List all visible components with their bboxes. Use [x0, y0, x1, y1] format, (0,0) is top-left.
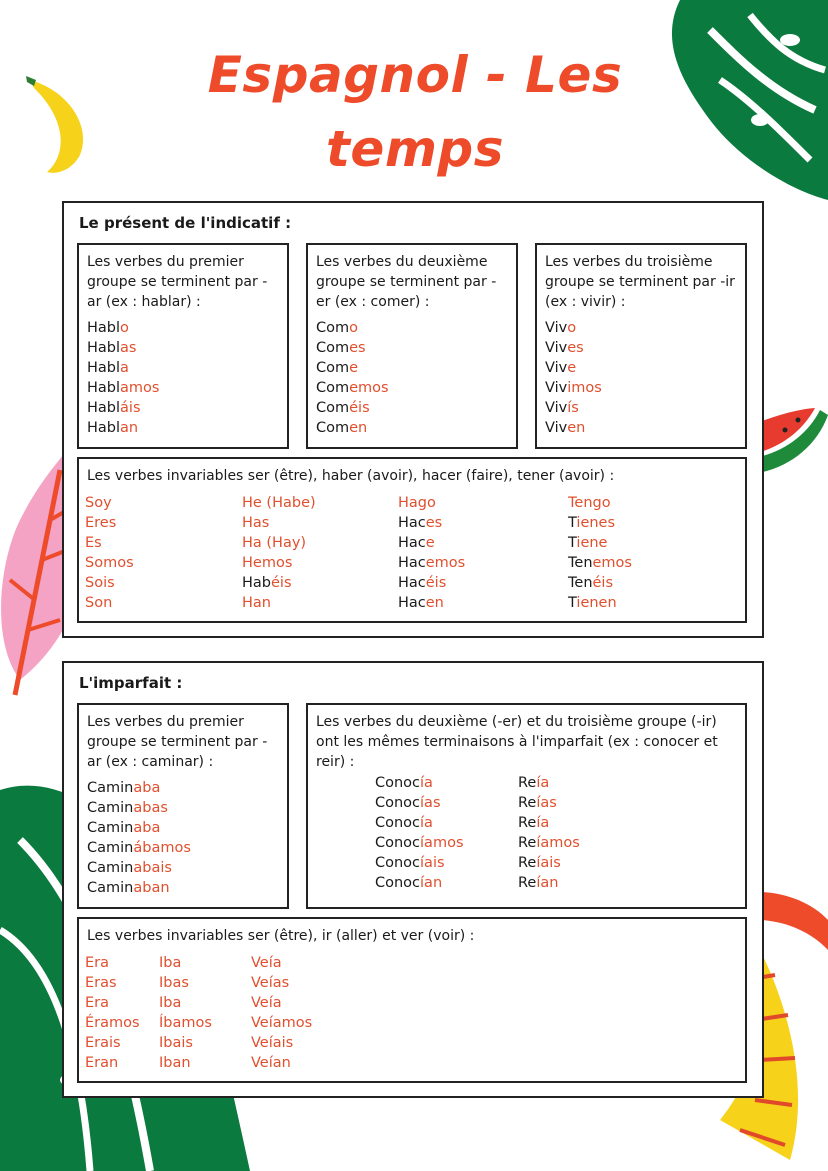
verb-ending: Has [242, 515, 270, 531]
verb-form [398, 593, 465, 613]
verb-form [545, 338, 602, 358]
verb-ending: a [120, 360, 129, 376]
verb-form [545, 318, 602, 338]
verb-ending: imos [567, 380, 602, 396]
verb-ending: o [349, 320, 358, 336]
verb-form [518, 793, 580, 813]
verb-form [251, 973, 312, 993]
verb-ending: Iban [159, 1055, 191, 1071]
imparfait-group23-col-reir [518, 773, 580, 893]
verb-ending: Ibas [159, 975, 189, 991]
verb-ending: Veías [251, 975, 290, 991]
verb-ending: ábamos [133, 840, 191, 856]
verb-ending: ienes [576, 515, 616, 531]
imparfait-group23-intro: Les verbes du deuxième (-er) et du troisième groupe (-ir) ont les mêmes terminaisons à l'imparfait (ex : conocer et reir) : [316, 714, 718, 770]
verb-form [242, 513, 316, 533]
verb-ending: Veíais [251, 1035, 294, 1051]
verb-stem: T [568, 595, 577, 611]
present-group2-forms [316, 318, 389, 438]
verb-stem: Habl [87, 340, 121, 356]
verb-form [159, 1033, 212, 1053]
present-group3-box [535, 243, 747, 449]
verb-ending: ía [536, 815, 550, 831]
imparfait-group23-col-conocer [375, 773, 464, 893]
verb-stem: Viv [545, 320, 568, 336]
verb-ending: ías [420, 795, 441, 811]
present-group2-box [306, 243, 518, 449]
verb-ending: e [425, 535, 435, 551]
verb-form [87, 318, 159, 338]
verb-form [85, 533, 134, 553]
verb-form [545, 418, 602, 438]
verb-form [87, 358, 159, 378]
verb-stem: Ten [568, 555, 593, 571]
verb-form [568, 553, 632, 573]
verb-ending: en [349, 420, 368, 436]
present-irregular-box [77, 457, 747, 623]
verb-form [568, 593, 632, 613]
present-heading: Le présent de l'indicatif : [79, 214, 292, 232]
verb-form [251, 1013, 312, 1033]
verb-form [518, 813, 580, 833]
verb-ending: o [567, 320, 577, 336]
page-title [120, 38, 710, 186]
verb-ending: Tengo [568, 495, 611, 511]
verb-ending: emos [425, 555, 466, 571]
page-title-line1: Espagnol - Les [207, 46, 623, 104]
verb-form [568, 573, 632, 593]
verb-ending: Iba [159, 955, 182, 971]
verb-form [518, 773, 580, 793]
verb-ending: Veía [251, 955, 282, 971]
verb-stem: Conoc [375, 815, 421, 831]
verb-stem: Viv [545, 360, 568, 376]
verb-stem: Hac [398, 515, 426, 531]
present-irregular-col-ser [85, 493, 134, 613]
verb-ending: Ibais [159, 1035, 193, 1051]
verb-stem: Viv [545, 380, 568, 396]
verb-form [251, 1053, 312, 1073]
verb-ending: iene [576, 535, 608, 551]
verb-stem: Com [316, 400, 350, 416]
verb-form [316, 418, 389, 438]
verb-form [85, 1033, 140, 1053]
verb-ending: es [425, 515, 443, 531]
verb-form [375, 813, 464, 833]
verb-form [85, 973, 140, 993]
imparfait-section [62, 661, 764, 1098]
verb-form [85, 993, 140, 1013]
verb-ending: éis [592, 575, 614, 591]
verb-form [375, 773, 464, 793]
verb-form [87, 778, 191, 798]
imparfait-group1-intro: Les verbes du premier groupe se terminent par -ar (ex : caminar) : [87, 714, 268, 770]
verb-ending: Soy [85, 495, 112, 511]
verb-ending: Íbamos [159, 1015, 212, 1031]
verb-stem: Conoc [375, 835, 421, 851]
verb-ending: ía [420, 815, 433, 831]
verb-form [87, 878, 191, 898]
verb-stem: Hac [398, 595, 426, 611]
verb-form [251, 953, 312, 973]
verb-form [251, 993, 312, 1013]
verb-form [159, 993, 212, 1013]
verb-stem: T [568, 515, 577, 531]
verb-ending: es [349, 340, 366, 356]
verb-ending: éis [349, 400, 370, 416]
verb-stem: T [568, 535, 577, 551]
verb-form [545, 378, 602, 398]
verb-ending: íamos [420, 835, 464, 851]
verb-stem: Conoc [375, 875, 421, 891]
verb-form [398, 573, 465, 593]
verb-stem: Com [316, 340, 350, 356]
verb-form [316, 398, 389, 418]
verb-ending: Han [242, 595, 271, 611]
verb-form [398, 513, 465, 533]
verb-ending: aban [133, 880, 170, 896]
verb-form [159, 953, 212, 973]
imparfait-irregular-intro: Les verbes invariables ser (être), ir (aller) et ver (voir) : [87, 928, 475, 944]
verb-form [159, 973, 212, 993]
verb-form [87, 398, 159, 418]
imparfait-group1-box [77, 703, 289, 909]
verb-form [87, 818, 191, 838]
verb-form [87, 798, 191, 818]
verb-form [518, 833, 580, 853]
verb-stem: Habl [87, 420, 121, 436]
verb-form [85, 1053, 140, 1073]
verb-stem: Re [518, 835, 537, 851]
verb-ending: aba [133, 820, 161, 836]
verb-stem: Habl [87, 380, 121, 396]
verb-ending: Era [85, 995, 110, 1011]
verb-ending: Iba [159, 995, 182, 1011]
verb-ending: Veía [251, 995, 282, 1011]
verb-ending: ís [567, 400, 579, 416]
verb-form [85, 553, 134, 573]
verb-form [87, 378, 159, 398]
present-group3-forms [545, 318, 602, 438]
verb-ending: amos [120, 380, 160, 396]
verb-stem: Re [518, 775, 537, 791]
verb-ending: Son [85, 595, 113, 611]
present-irregular-col-hacer [398, 493, 465, 613]
verb-stem: Ten [568, 575, 593, 591]
verb-form [87, 338, 159, 358]
verb-stem: Hac [398, 575, 426, 591]
verb-ending: e [567, 360, 577, 376]
verb-form [398, 533, 465, 553]
verb-ending: ías [536, 795, 557, 811]
verb-ending: éis [271, 575, 292, 591]
verb-form [85, 493, 134, 513]
verb-form [518, 853, 580, 873]
verb-stem: Camin [87, 880, 134, 896]
verb-ending: Sois [85, 575, 115, 591]
imparfait-irregular-col-ser [85, 953, 140, 1073]
verb-stem: Com [316, 420, 350, 436]
imparfait-irregular-box [77, 917, 747, 1083]
verb-stem: Com [316, 380, 350, 396]
verb-ending: ía [536, 775, 550, 791]
verb-stem: Conoc [375, 855, 421, 871]
verb-stem: Hab [242, 575, 271, 591]
verb-stem: Habl [87, 400, 121, 416]
verb-form [87, 838, 191, 858]
verb-ending: íais [420, 855, 445, 871]
verb-ending: abais [133, 860, 172, 876]
verb-ending: ienen [576, 595, 617, 611]
verb-stem: Camin [87, 820, 134, 836]
verb-stem: Re [518, 815, 537, 831]
verb-ending: éis [425, 575, 447, 591]
verb-ending: en [567, 420, 586, 436]
verb-ending: Eras [85, 975, 117, 991]
present-group3-intro: Les verbes du troisième groupe se terminent par -ir (ex : vivir) : [545, 254, 735, 310]
verb-ending: emos [349, 380, 389, 396]
verb-ending: íamos [536, 835, 580, 851]
verb-form [545, 358, 602, 378]
present-group2-intro: Les verbes du deuxième groupe se terminent par -er (ex : comer) : [316, 254, 497, 310]
present-irregular-col-tener [568, 493, 632, 613]
verb-ending: emos [592, 555, 632, 571]
verb-form [159, 1013, 212, 1033]
verb-ending: es [567, 340, 584, 356]
verb-form [85, 593, 134, 613]
verb-form [85, 953, 140, 973]
verb-ending: Eres [85, 515, 117, 531]
verb-form [316, 358, 389, 378]
verb-form [375, 793, 464, 813]
imparfait-irregular-col-ver [251, 953, 312, 1073]
verb-ending: abas [133, 800, 168, 816]
verb-form [85, 1013, 140, 1033]
verb-form [316, 338, 389, 358]
verb-form [568, 513, 632, 533]
verb-ending: Veían [251, 1055, 291, 1071]
verb-ending: ían [536, 875, 559, 891]
verb-form [242, 553, 316, 573]
verb-ending: en [425, 595, 444, 611]
verb-stem: Camin [87, 860, 134, 876]
verb-ending: Eran [85, 1055, 119, 1071]
present-group1-box [77, 243, 289, 449]
verb-form [251, 1033, 312, 1053]
verb-form [398, 493, 465, 513]
verb-ending: as [120, 340, 137, 356]
verb-stem: Re [518, 875, 537, 891]
present-group1-forms [87, 318, 159, 438]
verb-stem: Com [316, 360, 350, 376]
verb-ending: íais [536, 855, 561, 871]
page-title-line2: temps [326, 120, 504, 178]
verb-stem: Viv [545, 340, 568, 356]
imparfait-irregular-col-ir [159, 953, 212, 1073]
verb-form [316, 378, 389, 398]
verb-form [375, 833, 464, 853]
verb-form [85, 573, 134, 593]
verb-form [568, 533, 632, 553]
present-group1-intro: Les verbes du premier groupe se terminent par -ar (ex : hablar) : [87, 254, 268, 310]
verb-stem: Re [518, 855, 537, 871]
verb-ending: He (Habe) [242, 495, 316, 511]
verb-form [159, 1053, 212, 1073]
verb-form [375, 873, 464, 893]
verb-ending: o [120, 320, 129, 336]
verb-ending: Era [85, 955, 110, 971]
verb-stem: Camin [87, 840, 134, 856]
verb-ending: Somos [85, 555, 134, 571]
verb-ending: Ha (Hay) [242, 535, 307, 551]
verb-ending: Erais [85, 1035, 121, 1051]
verb-stem: Habl [87, 320, 121, 336]
present-section [62, 201, 764, 638]
verb-ending: e [349, 360, 359, 376]
verb-ending: Hago [398, 495, 436, 511]
verb-stem: Habl [87, 360, 121, 376]
verb-form [85, 513, 134, 533]
imparfait-group23-box [306, 703, 747, 909]
verb-stem: Camin [87, 800, 134, 816]
verb-form [242, 573, 316, 593]
verb-form [545, 398, 602, 418]
verb-stem: Viv [545, 400, 568, 416]
verb-stem: Conoc [375, 775, 421, 791]
verb-form [87, 418, 159, 438]
verb-ending: Éramos [85, 1015, 140, 1031]
present-irregular-col-haber [242, 493, 316, 613]
verb-stem: Hac [398, 535, 426, 551]
verb-stem: Hac [398, 555, 426, 571]
verb-stem: Camin [87, 780, 134, 796]
verb-form [398, 553, 465, 573]
verb-form [518, 873, 580, 893]
verb-ending: Hemos [242, 555, 293, 571]
verb-form [87, 858, 191, 878]
imparfait-heading: L'imparfait : [79, 674, 183, 692]
verb-form [242, 533, 316, 553]
imparfait-group1-forms [87, 778, 191, 898]
verb-stem: Viv [545, 420, 568, 436]
verb-ending: aba [133, 780, 161, 796]
verb-form [242, 493, 316, 513]
verb-form [242, 593, 316, 613]
verb-ending: ía [420, 775, 433, 791]
verb-stem: Com [316, 320, 350, 336]
verb-stem: Conoc [375, 795, 421, 811]
verb-ending: an [120, 420, 139, 436]
verb-ending: ían [420, 875, 443, 891]
verb-ending: Es [85, 535, 102, 551]
verb-ending: Veíamos [251, 1015, 313, 1031]
banana-icon [22, 70, 102, 180]
verb-form [316, 318, 389, 338]
verb-stem: Re [518, 795, 537, 811]
verb-form [568, 493, 632, 513]
verb-ending: áis [120, 400, 141, 416]
verb-form [375, 853, 464, 873]
present-irregular-intro: Les verbes invariables ser (être), haber (avoir), hacer (faire), tener (avoir) : [87, 468, 615, 484]
